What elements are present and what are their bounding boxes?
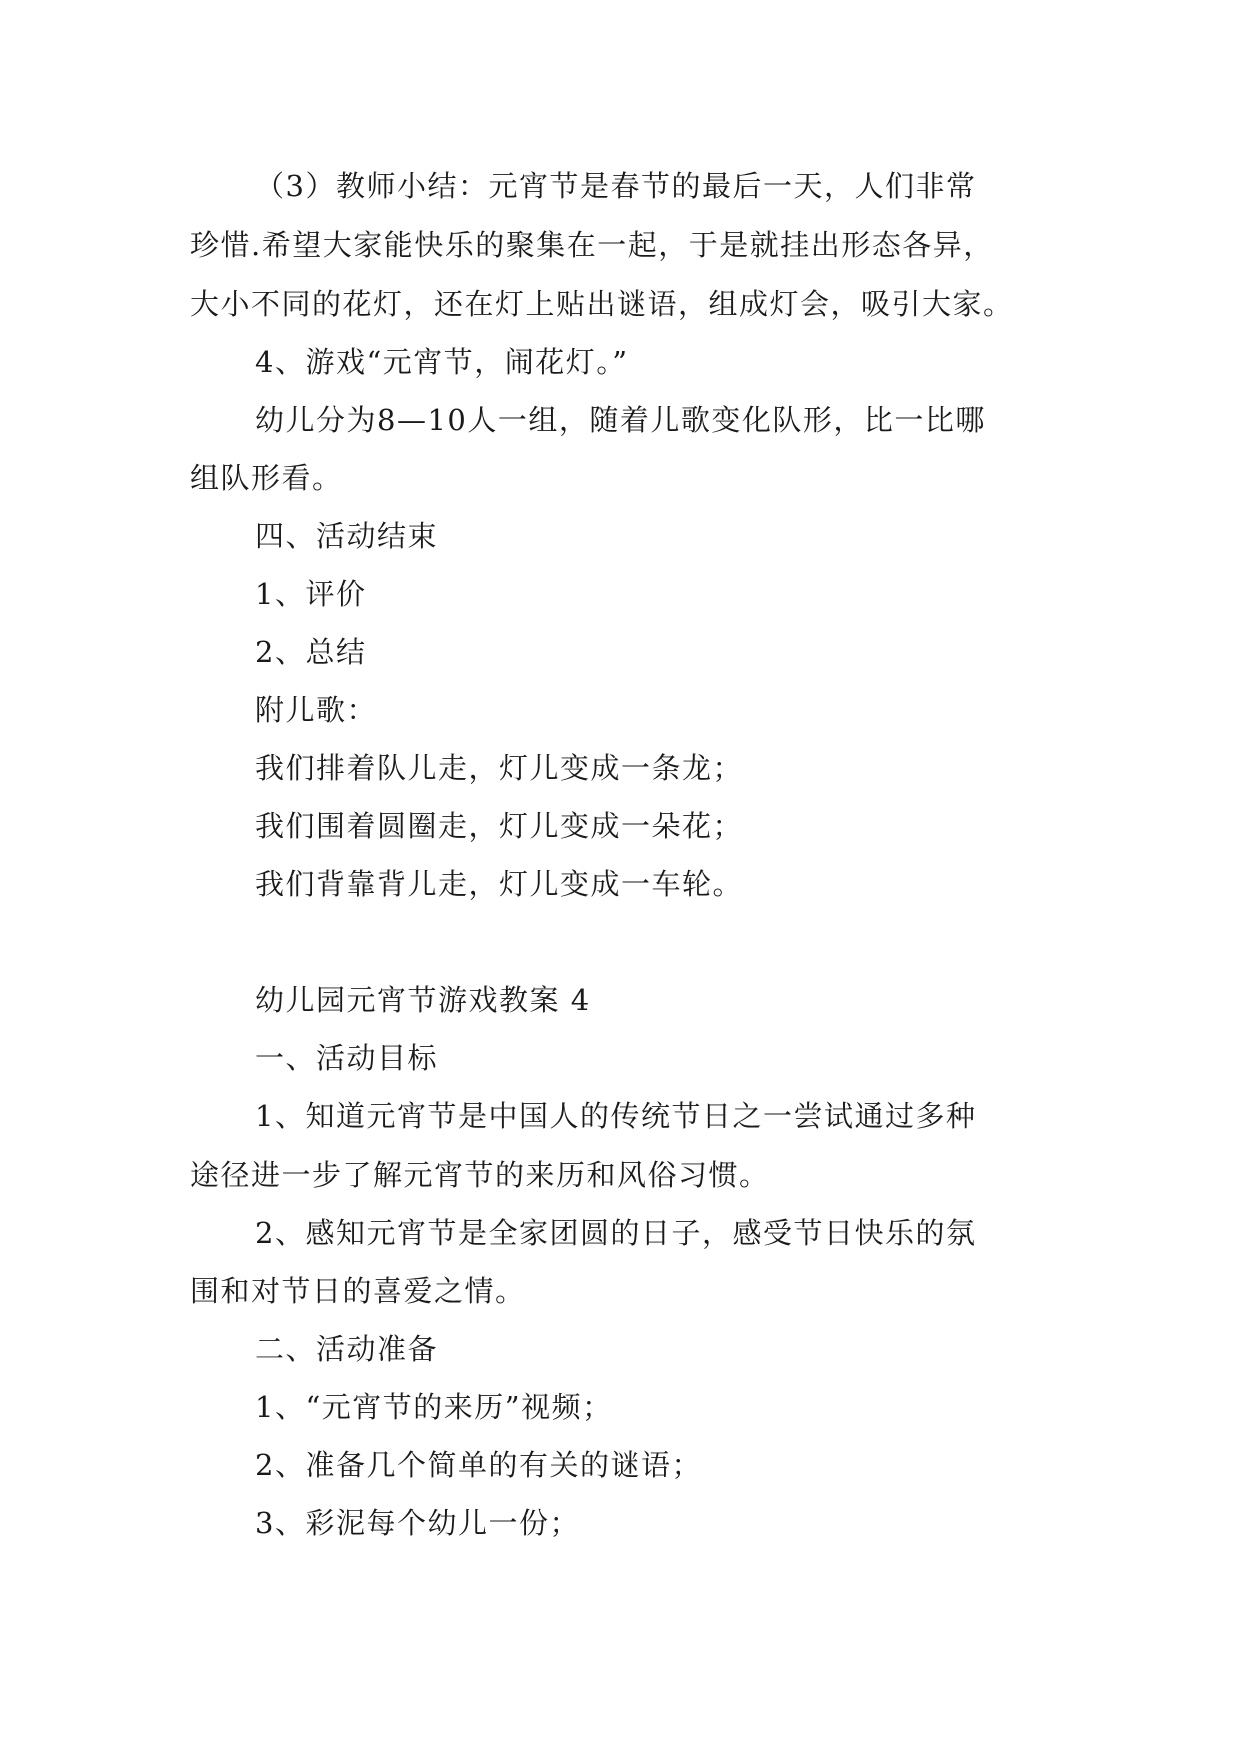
song-line: 我们围着圆圈走，灯儿变成一朵花； xyxy=(255,809,744,843)
list-item: 2、感知元宵节是全家团圆的日子，感受节日快乐的氛 xyxy=(255,1216,977,1250)
list-item: 1、知道元宵节是中国人的传统节日之一尝试通过多种 xyxy=(255,1099,977,1133)
paragraph-line: 途径进一步了解元宵节的来历和风俗习惯。 xyxy=(190,1158,770,1192)
list-item: 1、评价 xyxy=(255,577,367,611)
paragraph-line: 4、游戏“元宵节，闹花灯。” xyxy=(255,345,629,379)
song-line: 我们排着队儿走，灯儿变成一条龙； xyxy=(255,751,744,785)
section-heading: 二、活动准备 xyxy=(255,1332,439,1366)
section-heading: 四、活动结束 xyxy=(255,519,439,553)
list-item: 2、准备几个简单的有关的谜语； xyxy=(255,1448,702,1482)
list-item: 1、“元宵节的来历”视频； xyxy=(255,1390,613,1424)
paragraph-line: 大小不同的花灯，还在灯上贴出谜语，组成灯会，吸引大家。 xyxy=(190,287,1014,321)
paragraph-line: （3）教师小结：元宵节是春节的最后一天，人们非常 xyxy=(255,169,977,203)
song-line: 我们背靠背儿走，灯儿变成一车轮。 xyxy=(255,867,744,901)
list-item: 2、总结 xyxy=(255,635,367,669)
paragraph-line: 围和对节日的喜爱之情。 xyxy=(190,1274,526,1308)
list-item: 3、彩泥每个幼儿一份； xyxy=(255,1506,580,1540)
paragraph-line: 幼儿分为8—10人一组，随着儿歌变化队形，比一比哪 xyxy=(255,403,986,437)
section-heading: 一、活动目标 xyxy=(255,1041,439,1075)
paragraph-line: 组队形看。 xyxy=(190,461,343,495)
document-title: 幼儿园元宵节游戏教案 4 xyxy=(255,983,591,1017)
paragraph-line: 珍惜.希望大家能快乐的聚集在一起，于是就挂出形态各异， xyxy=(190,228,994,262)
paragraph-line: 附儿歌： xyxy=(255,693,378,727)
